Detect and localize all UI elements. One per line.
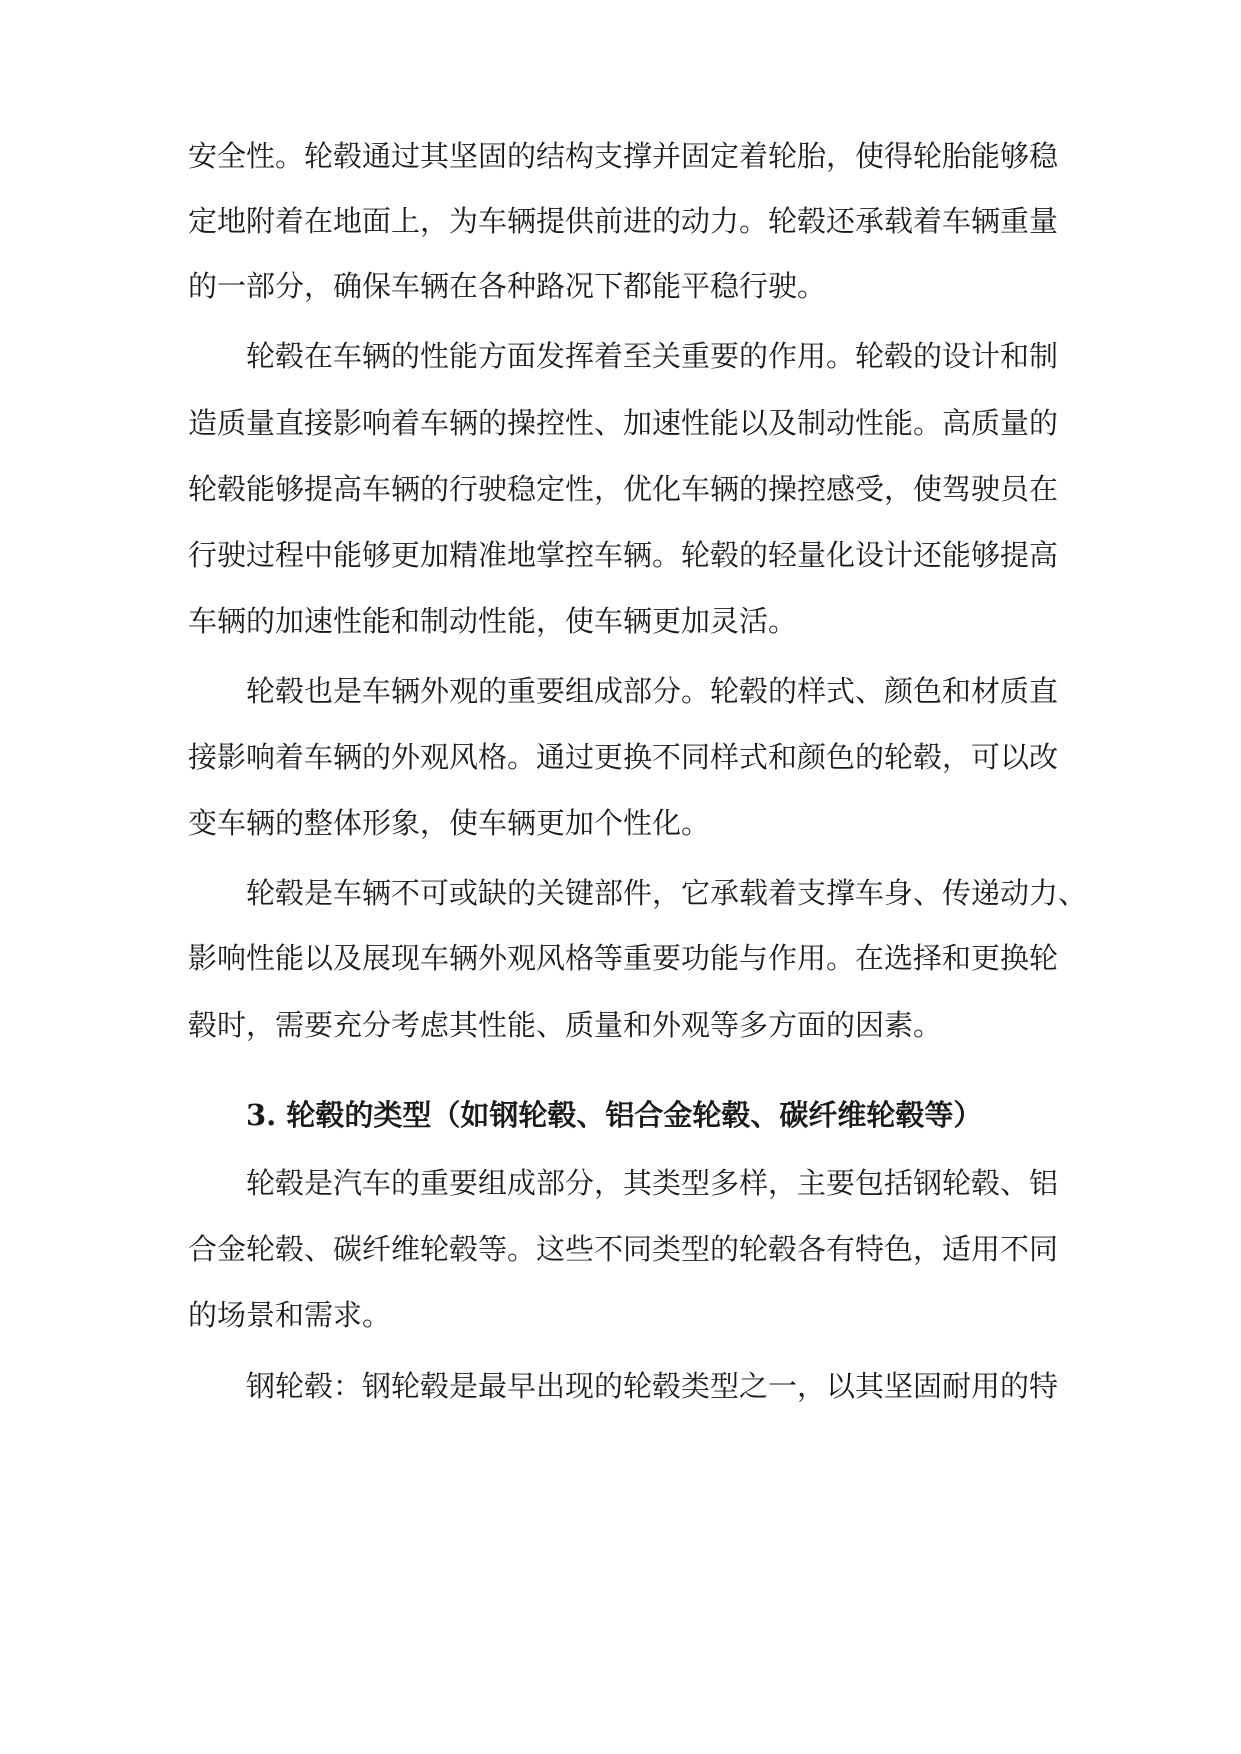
paragraph-line: 轮毂在车辆的性能方面发挥着至关重要的作用。轮毂的设计和制 — [246, 339, 1059, 373]
paragraph-line: 的一部分，确保车辆在各种路况下都能平稳行驶。 — [188, 269, 827, 303]
paragraph-line: 毂时，需要充分考虑其性能、质量和外观等多方面的因素。 — [188, 1008, 943, 1042]
paragraph-line: 钢轮毂：钢轮毂是最早出现的轮毂类型之一，以其坚固耐用的特 — [246, 1369, 1059, 1403]
paragraph-line: 接影响着车辆的外观风格。通过更换不同样式和颜色的轮毂，可以改 — [188, 740, 1059, 774]
paragraph-line: 行驶过程中能够更加精准地掌控车辆。轮毂的轻量化设计还能够提高 — [188, 538, 1059, 572]
paragraph-line: 造质量直接影响着车辆的操控性、加速性能以及制动性能。高质量的 — [188, 406, 1059, 440]
paragraph-line: 轮毂能够提高车辆的行驶稳定性，优化车辆的操控感受，使驾驶员在 — [188, 472, 1059, 506]
section-heading: 3. 轮毂的类型（如钢轮毂、铝合金轮毂、碳纤维轮毂等） — [246, 1098, 983, 1132]
paragraph-line: 车辆的加速性能和制动性能，使车辆更加灵活。 — [188, 604, 798, 638]
paragraph-line: 轮毂是车辆不可或缺的关键部件，它承载着支撑车身、传递动力、 — [246, 876, 1088, 910]
paragraph-line: 轮毂是汽车的重要组成部分，其类型多样，主要包括钢轮毂、铝 — [246, 1166, 1059, 1200]
paragraph-line: 影响性能以及展现车辆外观风格等重要功能与作用。在选择和更换轮 — [188, 941, 1059, 975]
paragraph-line: 轮毂也是车辆外观的重要组成部分。轮毂的样式、颜色和材质直 — [246, 674, 1059, 708]
paragraph-line: 安全性。轮毂通过其坚固的结构支撑并固定着轮胎，使得轮胎能够稳 — [188, 139, 1059, 173]
paragraph-line: 变车辆的整体形象，使车辆更加个性化。 — [188, 806, 711, 840]
paragraph-line: 合金轮毂、碳纤维轮毂等。这些不同类型的轮毂各有特色，适用不同 — [188, 1232, 1059, 1266]
paragraph-line: 定地附着在地面上，为车辆提供前进的动力。轮毂还承载着车辆重量 — [188, 204, 1059, 238]
paragraph-line: 的场景和需求。 — [188, 1298, 392, 1332]
